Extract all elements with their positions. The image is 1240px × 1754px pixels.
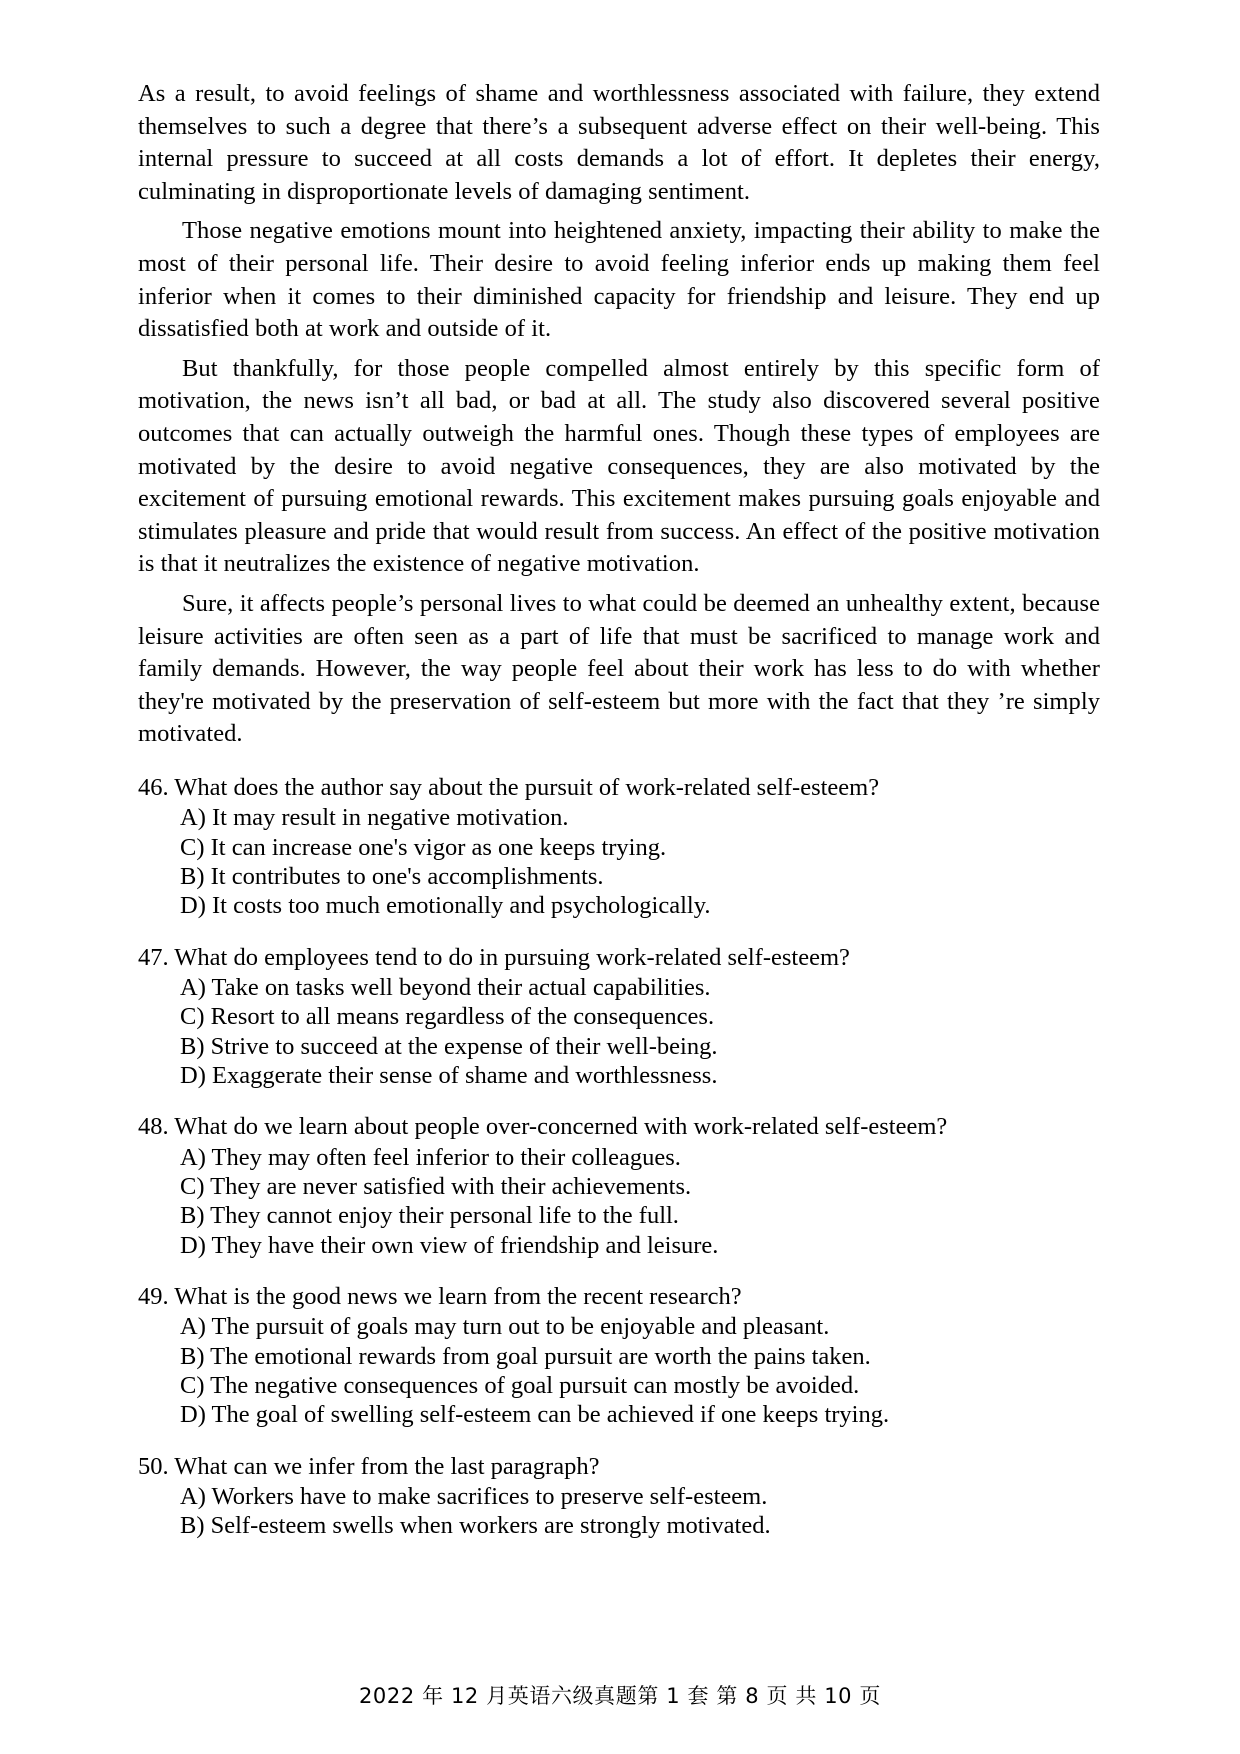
question-option-b[interactable]: B) They cannot enjoy their personal life to the full. bbox=[180, 1202, 679, 1230]
question-item-48 bbox=[138, 1112, 1100, 1260]
question-item-50 bbox=[138, 1452, 1100, 1541]
passage-paragraph-1: As a result, to avoid feelings of shame and worthlessness associated with failure, they extend themselves to such a degree that there’s a subsequent adverse effect on their well-being. This internal pressure to succeed at all costs demands a lot of effort. It depletes their energy, culminating in disproportionate levels of damaging sentiment. bbox=[138, 80, 1100, 205]
question-option-c[interactable]: C) Resort to all means regardless of the consequences. bbox=[180, 1003, 715, 1031]
question-option-b[interactable]: B) The emotional rewards from goal pursuit are worth the pains taken. bbox=[180, 1342, 871, 1370]
question-option-d[interactable]: D) Exaggerate their sense of shame and worthlessness. bbox=[180, 1061, 718, 1089]
question-option-b[interactable]: B) It contributes to one's accomplishments. bbox=[180, 862, 604, 890]
passage-paragraph-4: Sure, it affects people’s personal lives to what could be deemed an unhealthy extent, because leisure activities are often seen as a part of life that must be sacrificed to manage work and family demands. However, the way people feel about their work has less to do with whether they're motivated by the preservation of self-esteem but more with the fact that they ’re simply motivated. bbox=[138, 589, 1100, 748]
question-option-a[interactable]: A) It may result in negative motivation. bbox=[180, 804, 569, 832]
question-stem: 48. What do we learn about people over-concerned with work-related self-esteem? bbox=[138, 1113, 948, 1141]
questions-list bbox=[138, 773, 1100, 1541]
question-item-47 bbox=[138, 943, 1100, 1091]
question-stem: 49. What is the good news we learn from the recent research? bbox=[138, 1282, 742, 1310]
question-option-a[interactable]: A) The pursuit of goals may turn out to be enjoyable and pleasant. bbox=[180, 1313, 830, 1341]
question-option-c[interactable]: C) The negative consequences of goal pursuit can mostly be avoided. bbox=[180, 1372, 860, 1400]
question-option-b[interactable]: B) Self-esteem swells when workers are strongly motivated. bbox=[180, 1512, 771, 1540]
question-option-d[interactable]: D) It costs too much emotionally and psychologically. bbox=[180, 892, 711, 920]
page-footer: 2022 年 12 月英语六级真题第 1 套 第 8 页 共 10 页 bbox=[358, 1684, 882, 1708]
question-option-c[interactable]: C) They are never satisfied with their achievements. bbox=[180, 1173, 692, 1201]
question-option-c[interactable]: C) It can increase one's vigor as one keeps trying. bbox=[180, 833, 667, 861]
passage-paragraph-3: But thankfully, for those people compelled almost entirely by this specific form of motivation, the news isn’t all bad, or bad at all. The study also discovered several positive outcomes that can actually outweigh the harmful ones. Though these types of employees are motivated by the desire to avoid negative consequences, they are also motivated by the excitement of pursuing emotional rewards. This excitement makes pursuing goals enjoyable and stimulates pleasure and pride that would result from success. An effect of the positive motivation is that it neutralizes the existence of negative motivation. bbox=[138, 354, 1100, 578]
question-stem: 46. What does the author say about the pursuit of work-related self-esteem? bbox=[138, 773, 880, 801]
question-option-a[interactable]: A) Workers have to make sacrifices to preserve self-esteem. bbox=[180, 1483, 768, 1511]
question-stem: 47. What do employees tend to do in pursuing work-related self-esteem? bbox=[138, 943, 850, 971]
passage-paragraph-2: Those negative emotions mount into heightened anxiety, impacting their ability to make the most of their personal life. Their desire to avoid feeling inferior ends up making them feel inferior when it comes to their diminished capacity for friendship and leisure. They end up dissatisfied both at work and outside of it. bbox=[138, 217, 1100, 343]
question-option-a[interactable]: A) Take on tasks well beyond their actual capabilities. bbox=[180, 974, 711, 1002]
question-stem: 50. What can we infer from the last paragraph? bbox=[138, 1452, 600, 1480]
question-option-d[interactable]: D) The goal of swelling self-esteem can be achieved if one keeps trying. bbox=[180, 1401, 890, 1429]
question-item-46 bbox=[138, 773, 1100, 921]
question-option-b[interactable]: B) Strive to succeed at the expense of their well-being. bbox=[180, 1032, 718, 1060]
question-option-a[interactable]: A) They may often feel inferior to their colleagues. bbox=[180, 1143, 681, 1171]
question-item-49 bbox=[138, 1282, 1100, 1430]
question-option-d[interactable]: D) They have their own view of friendship and leisure. bbox=[180, 1231, 719, 1259]
